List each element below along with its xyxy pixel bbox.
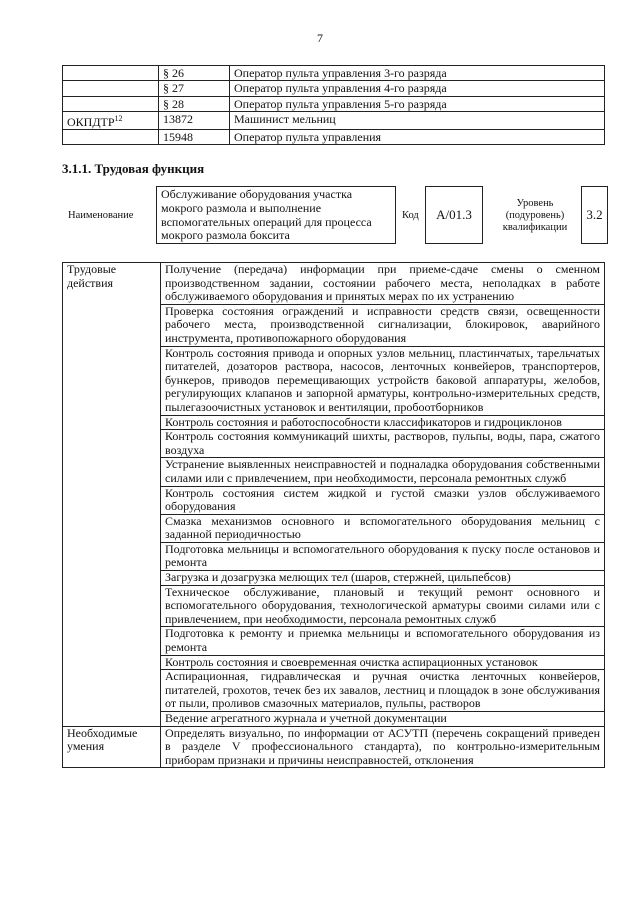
classifier-name: ОКПДТР (67, 114, 115, 129)
code-cell: § 28 (159, 96, 230, 111)
section-heading: 3.1.1. Трудовая функция (62, 161, 205, 176)
labor-action-item: Проверка состояния ограждений и исправности средств связи, освещенности рабочего места, производственной сигнализации, блокировок, аварийного инструмента, противопожарного оборудования (161, 304, 605, 346)
labor-action-item: Смазка механизмов основного и вспомогательного оборудования мельниц с заданной периодичностью (161, 514, 605, 542)
footnote-ref: 12 (114, 113, 123, 123)
level-label (494, 198, 576, 234)
labor-action-item: Контроль состояния привода и опорных узлов мельниц, пластинчатых, тарельчатых питателей, дозаторов раствора, насосов, ленточных конвейеров, транспортеров, бункеров, приводов перемещивающих устройств баковой аппаратуры, желобов, регулирующих клапанов и запорной арматуры, контрольно-измерительных средств, пылегазоочистных установок и вентиляции, пробоотборников (161, 346, 605, 415)
classifier-cell (63, 96, 159, 111)
labor-action-row (63, 263, 605, 305)
qualification-level-box: 3.2 (581, 186, 608, 244)
classifier-cell (63, 130, 159, 145)
okpdtr-row (63, 81, 605, 96)
function-code-box: А/01.3 (425, 186, 483, 244)
occupation-cell: Оператор пульта управления 4-го разряда (230, 81, 605, 96)
code-cell: 13872 (159, 111, 230, 129)
required-skill-label-line-1: Необходимые (67, 725, 138, 740)
code-cell: 15948 (159, 130, 230, 145)
labor-action-item: Подготовка к ремонту и приемка мельницы и вспомогательного оборудования из ремонта (161, 627, 605, 655)
required-skill-row (63, 726, 605, 768)
required-skill-label (63, 726, 161, 768)
labor-action-item: Техническое обслуживание, плановый и текущий ремонт основного и вспомогательного оборудования, технологической арматуры своими силами или с привлечением, при необходимости, персонала ремонтных служб (161, 585, 605, 627)
level-label-line-3: квалификации (502, 222, 568, 233)
code-label: Код (402, 210, 419, 221)
labor-action-item: Ведение агрегатного журнала и учетной документации (161, 712, 605, 727)
occupation-cell: Оператор пульта управления 3-го разряда (230, 66, 605, 81)
name-label: Наименование (68, 210, 134, 221)
required-skill-label-line-2: умения (67, 739, 105, 754)
labor-action-item: Устранение выявленных неисправностей и подналадка оборудования собственными силами или с привлечением, при необходимости, персонала ремонтных служб (161, 458, 605, 486)
page-number: 7 (317, 31, 323, 45)
labor-action-label (63, 263, 161, 727)
classifier-cell (63, 81, 159, 96)
occupation-cell: Оператор пульта управления (230, 130, 605, 145)
required-skill-item: Определять визуально, по информации от АСУТП (перечень сокращений приведен в разделе V профессионального стандарта), по контрольно-измерительным приборам признаки и причины неисправностей, отклонения (161, 726, 605, 768)
labor-action-item: Контроль состояния и своевременная очистка аспирационных установок (161, 655, 605, 670)
labor-action-label-line-1: Трудовые (67, 262, 117, 276)
function-name-box: Обслуживание оборудования участка мокрого размола и выполнение вспомогательных операций для процесса мокрого размола боксита (156, 186, 396, 244)
code-cell: § 26 (159, 66, 230, 81)
code-cell: § 27 (159, 81, 230, 96)
labor-action-item: Подготовка мельницы и вспомогательного оборудования к пуску после остановов и ремонта (161, 542, 605, 570)
okpdtr-table (62, 65, 605, 145)
labor-action-item: Аспирационная, гидравлическая и ручная очистка ленточных конвейеров, питателей, грохотов, течек без их завалов, лестниц и площадок в зоне обслуживания от пыли, проливов смазочных материалов, пульпы, растворов (161, 670, 605, 712)
labor-action-item: Контроль состояния коммуникаций шихты, растворов, пульпы, воды, пара, сжатого воздуха (161, 430, 605, 458)
labor-function-header (62, 186, 608, 244)
labor-action-item: Контроль состояния систем жидкой и густой смазки узлов обслуживаемого оборудования (161, 486, 605, 514)
okpdtr-row (63, 111, 605, 129)
okpdtr-row (63, 130, 605, 145)
classifier-cell (63, 111, 159, 129)
labor-action-item: Контроль состояния и работоспособности классификаторов и гидроциклонов (161, 415, 605, 430)
okpdtr-row (63, 66, 605, 81)
labor-action-item: Загрузка и дозагрузка мелющих тел (шаров, стержней, цильпебсов) (161, 571, 605, 586)
level-label-line-2: (подуровень) (505, 210, 565, 221)
labor-action-label-line-2: действия (67, 275, 114, 290)
occupation-cell: Оператор пульта управления 5-го разряда (230, 96, 605, 111)
labor-action-item: Получение (передача) информации при приеме-сдаче смены о сменном производственном задании, состоянии рабочего места, неполадках в работе обслуживаемого оборудования и принятых мерах по их устранению (161, 263, 605, 305)
level-label-line-1: Уровень (516, 198, 554, 209)
labor-actions-table (62, 262, 605, 768)
okpdtr-row (63, 96, 605, 111)
occupation-cell: Машинист мельниц (230, 111, 605, 129)
classifier-cell (63, 66, 159, 81)
